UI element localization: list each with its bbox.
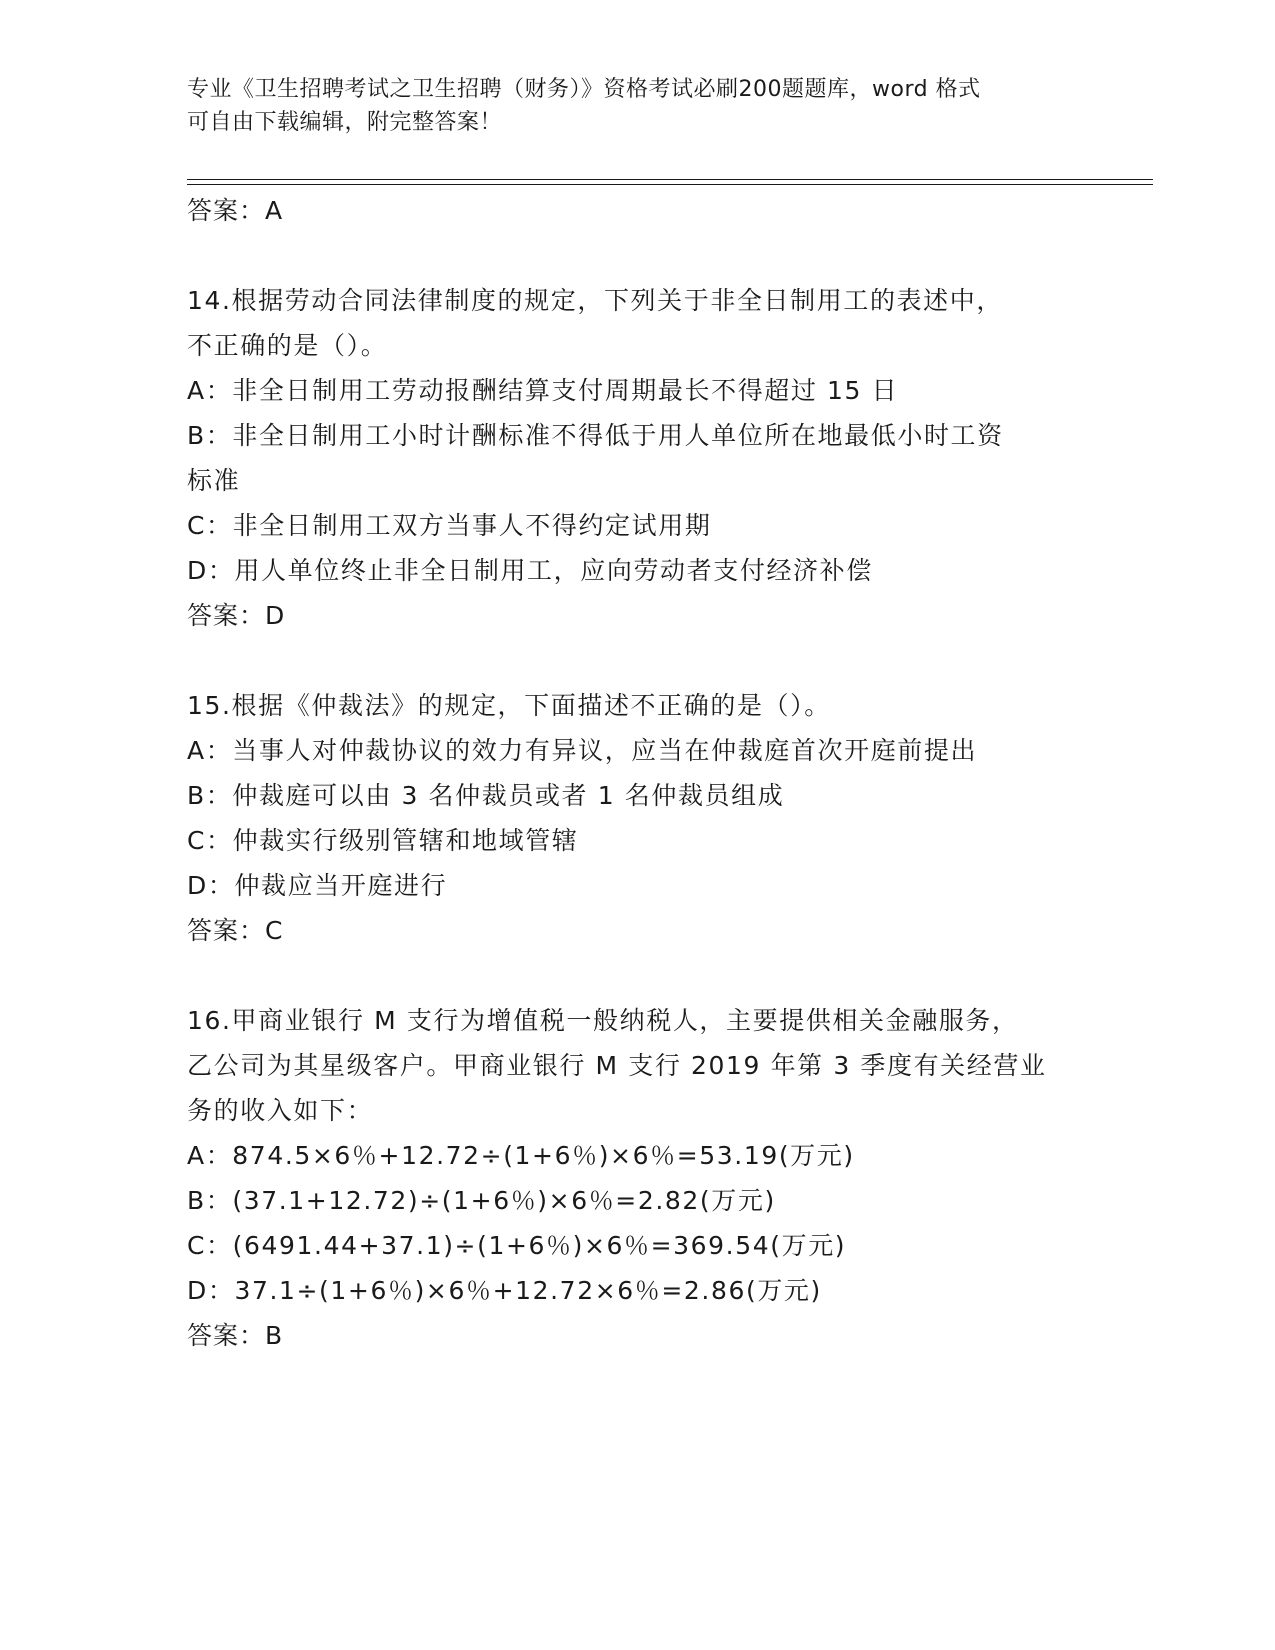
- question-14: [187, 278, 1087, 638]
- option-b-continued: 标准: [187, 466, 241, 495]
- header-rule-bottom: [187, 184, 1153, 185]
- option-a: A：当事人对仲裁协议的效力有异议，应当在仲裁庭首次开庭前提出: [187, 736, 978, 765]
- option-a: A：874.5×6％+12.72÷(1+6％)×6％=53.19(万元): [187, 1141, 855, 1170]
- option-a: A：非全日制用工劳动报酬结算支付周期最长不得超过 15 日: [187, 376, 899, 405]
- option-c: C：非全日制用工双方当事人不得约定试用期: [187, 511, 712, 540]
- spacer: [187, 233, 1087, 278]
- header-rule-top: [187, 179, 1153, 180]
- question-16: [187, 998, 1087, 1358]
- previous-answer: 答案：A: [187, 196, 284, 225]
- question-stem-line: 不正确的是（）。: [187, 331, 388, 360]
- question-stem-line: 16.甲商业银行 M 支行为增值税一般纳税人，主要提供相关金融服务，: [187, 1006, 1019, 1035]
- question-stem-line: 务的收入如下：: [187, 1096, 374, 1125]
- answer: 答案：B: [187, 1321, 284, 1350]
- option-c: C：(6491.44+37.1)÷(1+6％)×6％=369.54(万元): [187, 1231, 847, 1260]
- spacer: [187, 638, 1087, 683]
- option-d: D：用人单位终止非全日制用工，应向劳动者支付经济补偿: [187, 556, 873, 585]
- question-stem-line: 乙公司为其星级客户。甲商业银行 M 支行 2019 年第 3 季度有关经营业: [187, 1051, 1047, 1080]
- question-stem-line: 14.根据劳动合同法律制度的规定，下列关于非全日制用工的表述中，: [187, 286, 1003, 315]
- page-header: [187, 73, 1067, 139]
- option-b: B：仲裁庭可以由 3 名仲裁员或者 1 名仲裁员组成: [187, 781, 785, 810]
- spacer: [187, 953, 1087, 998]
- answer: 答案：D: [187, 601, 286, 630]
- option-b: B：(37.1+12.72)÷(1+6％)×6％=2.82(万元): [187, 1186, 776, 1215]
- answer: 答案：C: [187, 916, 284, 945]
- option-d: D：37.1÷(1+6％)×6％+12.72×6％=2.86(万元): [187, 1276, 822, 1305]
- option-c: C：仲裁实行级别管辖和地域管辖: [187, 826, 579, 855]
- option-d: D：仲裁应当开庭进行: [187, 871, 448, 900]
- document-body: [187, 188, 1087, 1358]
- question-15: [187, 683, 1087, 953]
- header-line-1: 专业《卫生招聘考试之卫生招聘（财务）》资格考试必刷200题题库，word 格式: [187, 77, 981, 102]
- option-b: B：非全日制用工小时计酬标准不得低于用人单位所在地最低小时工资: [187, 421, 1004, 450]
- question-stem-line: 15.根据《仲裁法》的规定，下面描述不正确的是（）。: [187, 691, 831, 720]
- header-line-2: 可自由下载编辑，附完整答案！: [187, 110, 503, 135]
